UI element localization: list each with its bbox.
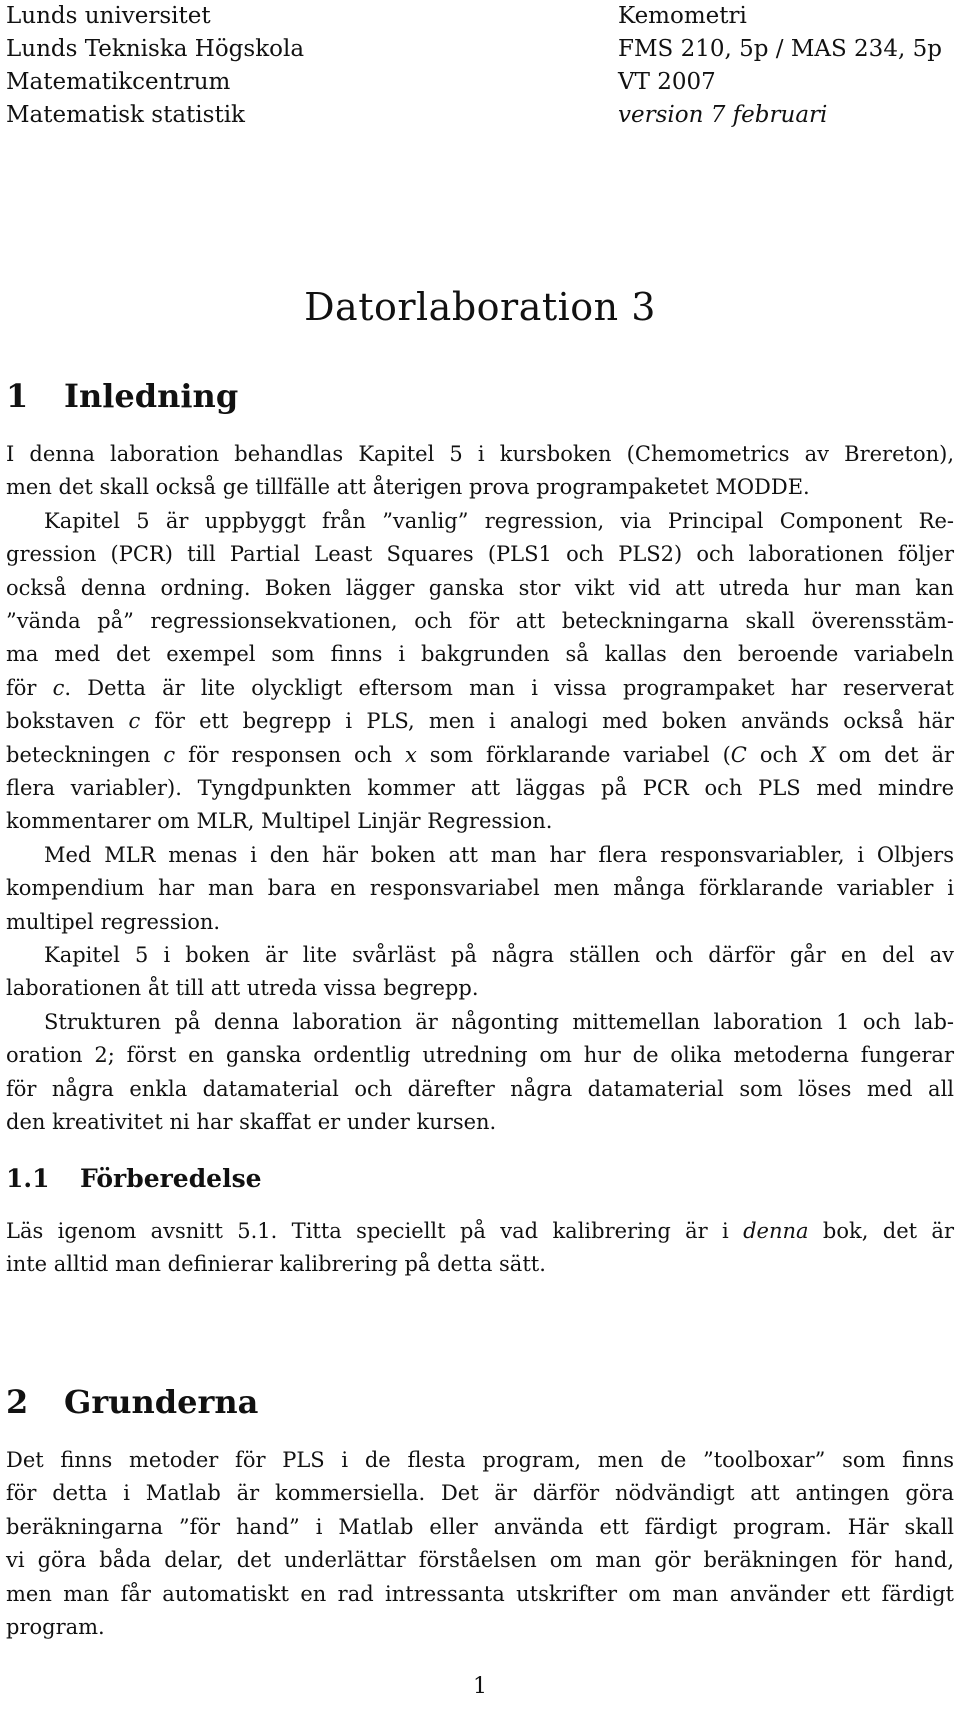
- paragraph-chapter5: [6, 939, 954, 1006]
- header-left-block: [6, 0, 304, 132]
- text-line: I denna laboration behandlas Kapitel 5 i kursboken (Chemometrics av Brereton),: [6, 442, 954, 466]
- text-line: men det skall också ge tillfälle att återigen prova programpaketet MODDE.: [6, 475, 810, 500]
- section-title: Inledning: [64, 377, 239, 415]
- paragraph-mlr: [6, 839, 954, 939]
- text-line: för några enkla datamaterial och därefter några datamaterial som löses med all: [6, 1076, 954, 1101]
- text-line: Kapitel 5 är uppbyggt från ”vanlig” regression, via Principal Component Re-: [44, 508, 954, 533]
- text-line: gression (PCR) till Partial Least Squares (PLS1 och PLS2) och laborationen följer: [6, 542, 954, 567]
- section-heading-forberedelse: [6, 1162, 262, 1196]
- text-line: Kapitel 5 i boken är lite svårläst på några ställen och därför går en del av: [44, 943, 954, 967]
- text-line: [6, 1215, 954, 1248]
- text-line: för detta i Matlab är kommersiella. Det är därför nödvändigt att antingen göra: [6, 1481, 954, 1506]
- section-number: 2: [6, 1383, 29, 1421]
- text-line: program.: [6, 1614, 105, 1639]
- header-term: VT 2007: [618, 69, 716, 95]
- section-heading-inledning: [6, 376, 238, 416]
- text-line: bokstaven c för ett begrepp i PLS, men i analogi med boken används också här: [6, 709, 954, 734]
- text-line: vi göra båda delar, det underlättar förståelsen om man gör beräkningen för hand,: [6, 1548, 954, 1573]
- header-department: Matematisk statistik: [6, 102, 245, 128]
- text-line: oration 2; först en ganska ordentlig utredning om hur de olika metoderna fungerar: [6, 1043, 954, 1068]
- text-line: också denna ordning. Boken lägger ganska stor vikt vid att utreda hur man kan: [6, 575, 954, 600]
- header-right-block: [618, 0, 942, 132]
- text-line: ”vända på” regressionsekvationen, och för att beteckningarna skall överensstäm-: [6, 608, 954, 633]
- header-university: Lunds universitet: [6, 3, 211, 29]
- header-course: Kemometri: [618, 3, 747, 29]
- header-course-codes: FMS 210, 5p / MAS 234, 5p: [618, 36, 942, 62]
- page-number: 1: [473, 1674, 487, 1699]
- text-line: Strukturen på denna laboration är någonting mittemellan laboration 1 och lab-: [44, 1010, 954, 1034]
- section-title: Grunderna: [64, 1383, 259, 1421]
- text-line: Med MLR menas i den här boken att man har flera responsvariabler, i Olbjers: [44, 843, 954, 867]
- header-center: Matematikcentrum: [6, 69, 231, 95]
- section-title: Förberedelse: [80, 1164, 262, 1193]
- text-line: laborationen åt till att utreda vissa begrepp.: [6, 976, 479, 1001]
- section-heading-grunderna: [6, 1382, 258, 1422]
- text-line: för c. Detta är lite olyckligt eftersom man i vissa programpaket har reserverat: [6, 675, 954, 700]
- paragraph-preparation: [6, 1215, 954, 1282]
- text-line: Det finns metoder för PLS i de flesta program, men de ”toolboxar” som finns: [6, 1448, 954, 1472]
- section-number: 1.1: [6, 1164, 50, 1193]
- header-version: version 7 februari: [618, 102, 828, 128]
- header-faculty: Lunds Tekniska Högskola: [6, 36, 305, 62]
- text-line: den kreativitet ni har skaffat er under kursen.: [6, 1110, 497, 1135]
- text-line: beteckningen c för responsen och x som förklarande variabel (C och X om det är: [6, 742, 955, 767]
- document-title: Datorlaboration 3: [304, 285, 656, 329]
- section-number: 1: [6, 377, 29, 415]
- text-line: men man får automatiskt en rad intressanta utskrifter om man använder ett färdigt: [6, 1581, 954, 1606]
- text-line: inte alltid man definierar kalibrering på detta sätt.: [6, 1252, 546, 1277]
- paragraph-basics: [6, 1444, 954, 1644]
- text-line: flera variabler). Tyngdpunkten kommer att läggas på PCR och PLS med mindre: [6, 775, 954, 800]
- text-line: beräkningarna ”för hand” i Matlab eller använda ett färdigt program. Här skall: [6, 1514, 954, 1539]
- text-line: kommentarer om MLR, Multipel Linjär Regression.: [6, 809, 553, 834]
- text-line: multipel regression.: [6, 909, 221, 934]
- text-line: kompendium har man bara en responsvariabel men många förklarande variabler i: [6, 876, 954, 901]
- paragraph-structure: [6, 1006, 954, 1140]
- paragraph-intro: [6, 438, 954, 839]
- text-line: ma med det exempel som finns i bakgrunden så kallas den beroende variabeln: [6, 642, 954, 667]
- preparation-text: Läs igenom avsnitt 5.1. Titta speciellt på vad kalibrering är i denna bok, det är: [6, 1219, 954, 1243]
